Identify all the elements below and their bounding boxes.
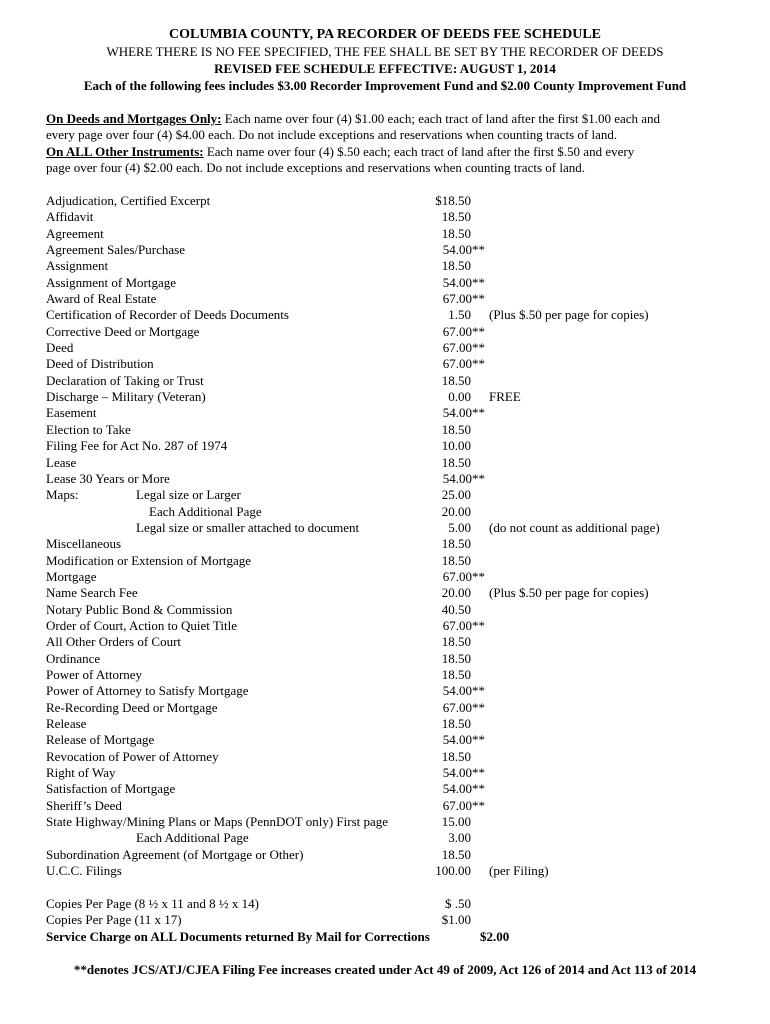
fee-row [0, 504, 770, 520]
fee-note: (Plus $.50 per page for copies) [489, 585, 649, 601]
fee-amount: 1.50 [448, 307, 471, 323]
copies-small-label: Copies Per Page (8 ½ x 11 and 8 ½ x 14) [46, 896, 259, 911]
fee-amount: 18.50 [441, 748, 471, 764]
fee-row [0, 667, 770, 683]
fee-amount: 18.50 [441, 421, 471, 437]
fee-item-name: Modification or Extension of Mortgage [46, 552, 252, 568]
fee-amount: 54.00** [442, 242, 485, 258]
fee-row [0, 847, 770, 863]
fee-amount: 54.00** [442, 274, 485, 290]
fee-item-name: Assignment [46, 258, 109, 274]
fee-row [0, 536, 770, 552]
fee-row [0, 389, 770, 405]
fee-row [0, 275, 770, 291]
fee-item-name: Filing Fee for Act No. 287 of 1974 [46, 438, 228, 454]
fee-row [0, 324, 770, 340]
fee-item-name: Satisfaction of Mortgage [46, 781, 176, 797]
other-rule-line-1 [46, 144, 736, 160]
fee-row [0, 618, 770, 634]
fee-item-name: Discharge – Military (Veteran) [46, 389, 206, 405]
fee-row [0, 405, 770, 421]
fee-amount: 15.00 [441, 814, 471, 830]
fee-item-name: Easement [46, 405, 97, 421]
included-funds-line: Each of the following fees includes $3.00 Recorder Improvement Fund and $2.00 County Improvement Fund [83, 78, 687, 93]
fee-item-name: Notary Public Bond & Commission [46, 601, 233, 617]
fee-amount: 20.00 [441, 585, 471, 601]
fee-row [0, 471, 770, 487]
fee-item-name: Release of Mortgage [46, 732, 155, 748]
fee-row [0, 455, 770, 471]
fee-row [0, 422, 770, 438]
fee-amount: 25.00 [441, 487, 471, 503]
other-rule-line-2: page over four (4) $2.00 each. Do not include exceptions and reservations when counting tracts of land. [46, 160, 585, 176]
fee-amount: 54.00** [442, 732, 485, 748]
other-rule-label: On ALL Other Instruments: [46, 143, 204, 159]
fee-amount: 67.00** [442, 323, 485, 339]
fee-note: (Plus $.50 per page for copies) [489, 307, 649, 323]
fee-row [0, 814, 770, 830]
copies-small-fee: $ .50 [445, 896, 471, 911]
fee-row [0, 830, 770, 846]
fee-row [0, 520, 770, 536]
footnote: **denotes JCS/ATJ/CJEA Filing Fee increases created under Act 49 of 2009, Act 126 of 2014 and Act 113 of 2014 [73, 962, 697, 977]
fee-item-name: Power of Attorney to Satisfy Mortgage [46, 683, 249, 699]
fee-row [0, 291, 770, 307]
fee-item-subitem: Legal size or Larger [136, 487, 241, 503]
fee-item-name: Lease 30 Years or More [46, 470, 170, 486]
fee-amount: 67.00** [442, 340, 485, 356]
fee-item-name: Power of Attorney [46, 666, 143, 682]
deeds-rule-text-1: Each name over four (4) $1.00 each; each tract of land after the first $1.00 each and [221, 111, 661, 126]
fee-row [0, 798, 770, 814]
fee-item-name: Adjudication, Certified Excerpt [46, 193, 211, 208]
fee-item-name: Deed [46, 340, 74, 356]
fee-row [0, 569, 770, 585]
fee-item-subitem: Each Additional Page [136, 503, 262, 519]
fee-note: (do not count as additional page) [489, 519, 660, 535]
fee-amount: 67.00** [442, 699, 485, 715]
fee-row [0, 749, 770, 765]
fee-row [0, 634, 770, 650]
fee-item-subitem: Legal size or smaller attached to document [136, 519, 360, 535]
fee-amount: 3.00 [448, 830, 471, 846]
fee-note: (per Filing) [489, 863, 549, 879]
page-title: COLUMBIA COUNTY, PA RECORDER OF DEEDS FEE SCHEDULE [169, 27, 601, 42]
fee-item-name: U.C.C. Filings [46, 863, 122, 879]
fee-amount: 40.50 [441, 601, 471, 617]
fee-amount: 100.00 [435, 863, 471, 879]
page-subtitle: WHERE THERE IS NO FEE SPECIFIED, THE FEE SHALL BE SET BY THE RECORDER OF DEEDS [106, 44, 664, 59]
fee-item-name: Miscellaneous [46, 536, 122, 552]
fee-amount: 18.50 [441, 650, 471, 666]
fee-row [0, 438, 770, 454]
fee-item-name: Order of Court, Action to Quiet Title [46, 617, 238, 633]
fee-amount: 67.00** [442, 617, 485, 633]
fee-list [0, 193, 770, 879]
fee-row [0, 356, 770, 372]
deeds-mortgages-rule [46, 111, 736, 177]
fee-row [0, 553, 770, 569]
fee-item-name: Certification of Recorder of Deeds Documents [46, 307, 289, 323]
fee-amount: 67.00** [442, 356, 485, 372]
revised-date-line: REVISED FEE SCHEDULE EFFECTIVE: AUGUST 1, 2014 [214, 61, 556, 76]
fee-row [0, 340, 770, 356]
fee-amount: 18.50 [441, 666, 471, 682]
fee-row [0, 863, 770, 879]
fee-item-name: Revocation of Power of Attorney [46, 748, 219, 764]
fee-amount: 67.00** [442, 291, 485, 307]
fee-amount: 54.00** [442, 405, 485, 421]
fee-row [0, 193, 770, 209]
fee-row [0, 373, 770, 389]
fee-amount: 18.50 [441, 634, 471, 650]
fee-row [0, 716, 770, 732]
fee-item-name: Subordination Agreement (of Mortgage or Other) [46, 846, 304, 862]
fee-row [0, 258, 770, 274]
fee-amount: 18.50 [441, 225, 471, 241]
deeds-rule-line-1 [46, 111, 736, 127]
fee-item-name: Maps: [46, 487, 79, 503]
fee-item-name: Corrective Deed or Mortgage [46, 323, 200, 339]
fee-item-name: Election to Take [46, 421, 131, 437]
fee-amount: 18.50 [441, 258, 471, 274]
service-charge-fee: $2.00 [480, 929, 510, 944]
service-charge-label: Service Charge on ALL Documents returned By Mail for Corrections [46, 929, 430, 944]
fee-amount: 54.00** [442, 765, 485, 781]
fee-amount: 54.00** [442, 470, 485, 486]
fee-amount: 18.50 [441, 552, 471, 568]
fee-item-name: Agreement [46, 225, 104, 241]
fee-amount: 18.50 [441, 454, 471, 470]
fee-item-name: All Other Orders of Court [46, 634, 182, 650]
fee-amount: 54.00** [442, 781, 485, 797]
fee-row [0, 209, 770, 225]
fee-row [0, 765, 770, 781]
fee-note: FREE [489, 389, 521, 405]
fee-amount: 5.00 [448, 519, 471, 535]
fee-item-name: Affidavit [46, 209, 94, 225]
fee-amount: 18.50 [441, 372, 471, 388]
fee-item-name: Agreement Sales/Purchase [46, 242, 185, 258]
fee-row [0, 487, 770, 503]
fee-row [0, 700, 770, 716]
fee-item-name: Re-Recording Deed or Mortgage [46, 699, 218, 715]
fee-amount: 67.00** [442, 797, 485, 813]
fee-amount: 20.00 [441, 503, 471, 519]
fee-item-name: Release [46, 716, 87, 731]
other-rule-text-1: Each name over four (4) $.50 each; each tract of land after the first $.50 and every [203, 143, 635, 159]
fee-item-name: Name Search Fee [46, 585, 138, 601]
fee-amount: $18.50 [435, 193, 471, 208]
fee-row [0, 242, 770, 258]
fee-amount: 18.50 [441, 536, 471, 552]
fee-row [0, 781, 770, 797]
fee-amount: 18.50 [441, 846, 471, 862]
fee-item-name: Declaration of Taking or Trust [46, 372, 204, 388]
deeds-rule-label: On Deeds and Mortgages Only: [46, 111, 222, 126]
fee-row [0, 732, 770, 748]
fee-row [0, 226, 770, 242]
copies-large-fee: $1.00 [441, 912, 471, 927]
fee-item-name: Right of Way [46, 765, 116, 781]
fee-row [0, 585, 770, 601]
fee-amount: 18.50 [441, 209, 471, 225]
fee-item-name: Deed of Distribution [46, 356, 154, 372]
fee-amount: 10.00 [441, 438, 471, 454]
fee-item-name: Assignment of Mortgage [46, 274, 176, 290]
fee-row [0, 683, 770, 699]
fee-item-name: Mortgage [46, 568, 97, 584]
fee-amount: 54.00** [442, 683, 485, 699]
copies-large-label: Copies Per Page (11 x 17) [46, 912, 182, 927]
fee-item-name: Ordinance [46, 650, 101, 666]
fee-row [0, 602, 770, 618]
deeds-rule-line-2: every page over four (4) $4.00 each. Do not include exceptions and reservations when counting tracts of land. [46, 127, 618, 143]
fee-item-subitem: Each Additional Page [136, 830, 249, 846]
fee-item-name: Sheriff’s Deed [46, 797, 122, 813]
fee-amount: 0.00 [448, 389, 471, 405]
fee-item-name: Lease [46, 454, 77, 470]
fee-amount: 18.50 [441, 716, 471, 731]
fee-item-name: State Highway/Mining Plans or Maps (PennDOT only) First page [46, 814, 389, 830]
fee-item-name: Award of Real Estate [46, 291, 157, 307]
fee-amount: 67.00** [442, 568, 485, 584]
fee-row [0, 651, 770, 667]
fee-row [0, 307, 770, 323]
